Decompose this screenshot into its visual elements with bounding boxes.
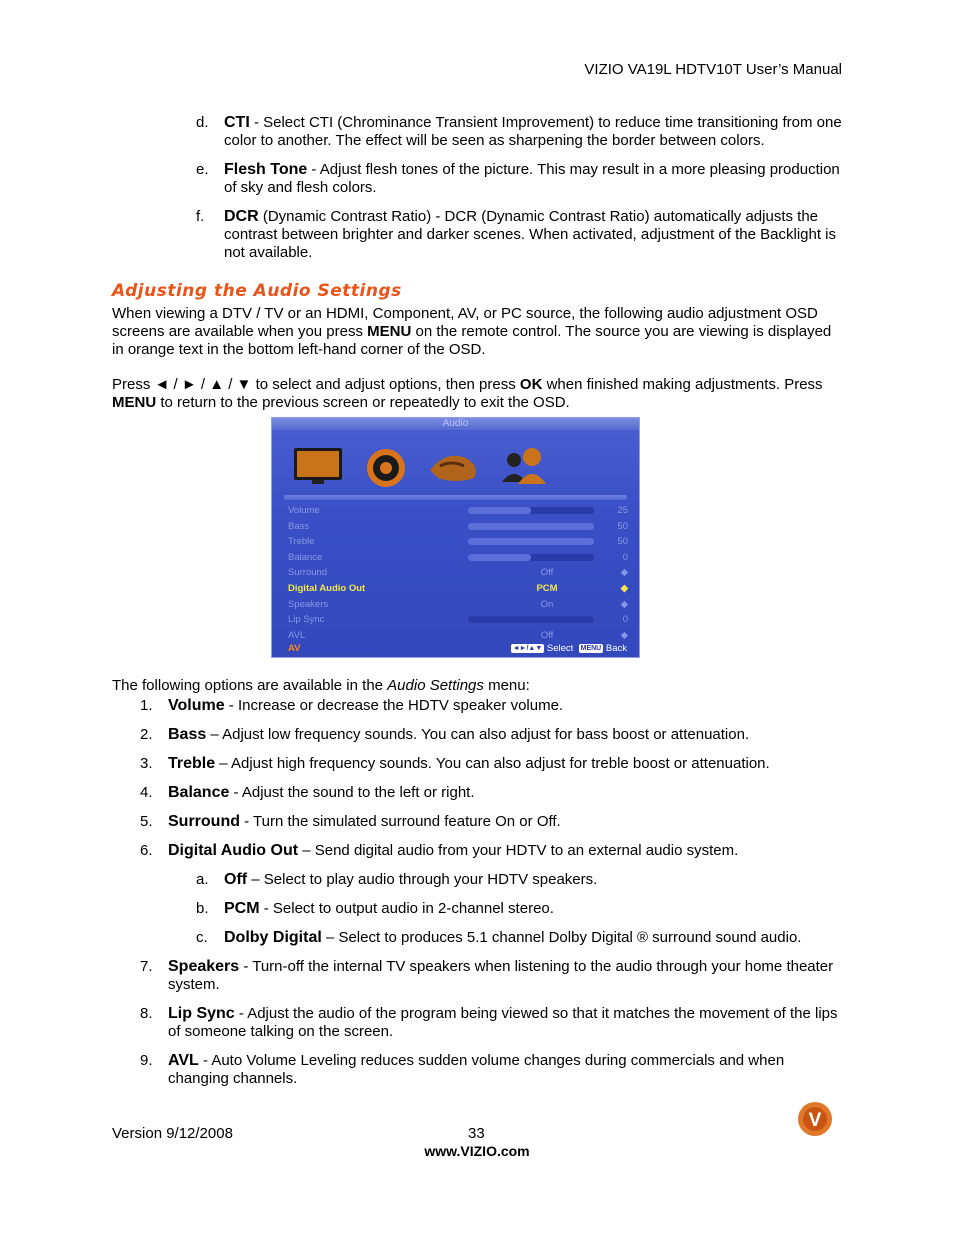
osd-row — [288, 565, 628, 580]
footer-version: Version 9/12/2008 — [112, 1125, 233, 1142]
list-term: Speakers — [168, 958, 240, 975]
list-item — [196, 929, 846, 947]
list-item — [140, 755, 846, 773]
list-marker: b. — [196, 900, 209, 917]
list-item-dcr — [196, 208, 846, 262]
osd-level-bar — [468, 616, 594, 623]
osd-row-label: AVL — [288, 629, 306, 641]
list-term: Digital Audio Out — [168, 842, 299, 859]
item-description: - Adjust the audio of the program being viewed so that it matches the movement of the lips of someone talking on the screen. — [168, 1005, 838, 1040]
list-item — [140, 726, 846, 744]
osd-row-number: 50 — [617, 536, 628, 548]
tv-icon — [290, 444, 346, 488]
osd-row-label: Lip Sync — [288, 614, 325, 626]
list-term: Treble — [168, 755, 216, 772]
list-term: Surround — [168, 813, 240, 830]
osd-level-bar — [468, 538, 594, 545]
osd-row-value: Off — [540, 567, 554, 579]
list-item — [140, 784, 846, 802]
page-number: 33 — [468, 1125, 485, 1142]
list-term: Volume — [168, 697, 225, 714]
osd-level-bar — [468, 507, 594, 514]
osd-row-label: Treble — [288, 536, 315, 548]
list-term: Balance — [168, 784, 230, 801]
list-term: Bass — [168, 726, 207, 743]
list-item — [140, 958, 846, 994]
osd-level-fill — [468, 523, 594, 530]
list-term: Dolby Digital — [224, 929, 322, 946]
list-marker: 9. — [140, 1052, 153, 1069]
osd-row — [288, 534, 628, 549]
item-description: - Increase or decrease the HDTV speaker volume. — [224, 697, 564, 714]
footer-url: www.VIZIO.com — [424, 1143, 530, 1159]
item-description: – Adjust high frequency sounds. You can also adjust for treble boost or attenuation. — [215, 755, 770, 772]
item-description: - Turn-off the internal TV speakers when listening to the audio through your home theater system. — [168, 958, 834, 993]
osd-level-fill — [468, 538, 594, 545]
list-item-cti — [196, 114, 846, 150]
intro-paragraph-2: Press ◄ / ► / ▲ / ▼ to select and adjust options, then press OK when finished making adjustments. Press MENU to return to the previous screen or repeatedly to exit the OSD. — [112, 376, 823, 411]
item-description: - Turn the simulated surround feature On or Off. — [240, 813, 561, 830]
osd-row-label: Speakers — [288, 598, 329, 610]
list-marker: e. — [196, 161, 209, 178]
svg-text:V: V — [808, 1110, 822, 1131]
osd-level-fill — [468, 507, 531, 514]
osd-title: Audio — [272, 418, 639, 430]
osd-row-number: ◆ — [620, 598, 628, 610]
list-marker: 5. — [140, 813, 153, 830]
item-description: - Adjust flesh tones of the picture. This may result in a more pleasing production of sky and flesh colors. — [224, 161, 840, 196]
item-description: – Adjust low frequency sounds. You can also adjust for bass boost or attenuation. — [206, 726, 750, 743]
osd-row-label: Surround — [288, 567, 328, 579]
list-marker: a. — [196, 871, 209, 888]
osd-row-label: Digital Audio Out — [288, 583, 366, 594]
list-marker: 6. — [140, 842, 153, 859]
list-item — [140, 1052, 846, 1088]
osd-level-bar — [468, 554, 594, 561]
osd-row-value: Off — [540, 629, 554, 641]
osd-row-value: PCM — [536, 583, 558, 594]
item-description: (Dynamic Contrast Ratio) - DCR (Dynamic Contrast Ratio) automatically adjusts the contrast between brighter and darker scenes. When activated, adjustment of the Backlight is not available. — [224, 208, 836, 261]
item-description: – Select to play audio through your HDTV speakers. — [247, 871, 598, 888]
item-description: - Auto Volume Leveling reduces sudden volume changes during commercials and when changing channels. — [168, 1052, 785, 1087]
list-marker: c. — [196, 929, 208, 946]
osd-row-number: 50 — [617, 520, 628, 532]
osd-row-number: ◆ — [620, 583, 628, 594]
list-marker: 2. — [140, 726, 153, 743]
list-marker: 8. — [140, 1005, 153, 1022]
osd-row-number: 0 — [622, 614, 628, 626]
osd-row — [288, 597, 628, 612]
list-item — [140, 842, 846, 860]
item-description: – Select to produces 5.1 channel Dolby Digital ® surround sound audio. — [321, 929, 802, 946]
osd-row — [288, 550, 628, 565]
list-term: Lip Sync — [168, 1005, 235, 1022]
list-marker: 3. — [140, 755, 153, 772]
osd-separator — [284, 495, 627, 500]
osd-level-fill — [468, 554, 531, 561]
term-cti: CTI — [224, 114, 250, 131]
osd-source-label: AV — [288, 643, 301, 654]
osd-row-label: Balance — [288, 551, 323, 563]
users-icon — [494, 444, 550, 488]
list-term: Off — [224, 871, 248, 888]
list-term: AVL — [168, 1052, 199, 1069]
osd-row-number: 0 — [622, 551, 628, 563]
osd-hint — [511, 641, 627, 657]
item-description: - Select to output audio in 2-channel stereo. — [259, 900, 554, 917]
osd-row-label: Volume — [288, 505, 320, 516]
item-description: - Adjust the sound to the left or right. — [229, 784, 475, 801]
audio-speaker-icon — [358, 444, 414, 488]
osd-row-value: On — [540, 598, 554, 610]
list-term: PCM — [224, 900, 260, 917]
osd-row-number: ◆ — [620, 567, 628, 579]
list-item — [196, 871, 846, 889]
osd-footer — [272, 641, 639, 657]
intro-paragraph-1: When viewing a DTV / TV or an HDMI, Component, AV, or PC source, the following audio adjustment OSD screens are available when you press MENU on the remote control. The source you are viewing is displayed in orange text in the bottom left-hand corner of the OSD. — [112, 305, 832, 358]
list-item — [140, 813, 846, 831]
section-heading: Adjusting the Audio Settings — [112, 281, 402, 301]
osd-level-bar — [468, 523, 594, 530]
list-marker: f. — [196, 208, 205, 225]
list-marker: d. — [196, 114, 209, 131]
options-intro: The following options are available in the Audio Settings menu: — [112, 677, 530, 694]
osd-row-number: 25 — [617, 505, 628, 516]
item-description: - Select CTI (Chrominance Transient Improvement) to reduce time transitioning from one color to another. The effect will be seen as sharpening the border between colors. — [224, 114, 842, 149]
osd-row — [288, 612, 628, 627]
list-marker: 1. — [140, 697, 153, 714]
list-item-flesh-tone — [196, 161, 846, 197]
osd-row — [288, 503, 628, 518]
term-flesh-tone: Flesh Tone — [224, 161, 308, 178]
select-key-icon: ◄►/▲▼ — [512, 644, 543, 652]
list-item — [140, 697, 846, 715]
menu-key-icon: MENU — [580, 644, 602, 652]
osd-back-label: Back — [605, 643, 627, 654]
term-dcr: DCR — [224, 208, 259, 225]
osd-row-number: ◆ — [620, 629, 628, 641]
page-header-title: VIZIO VA19L HDTV10T User’s Manual — [584, 61, 842, 78]
item-description: – Send digital audio from your HDTV to an external audio system. — [298, 842, 739, 859]
osd-row-label: Bass — [288, 520, 310, 532]
audio-osd-screenshot — [271, 417, 640, 658]
osd-row — [288, 581, 628, 596]
vizio-logo — [797, 1101, 833, 1137]
list-item — [140, 1005, 846, 1041]
list-marker: 7. — [140, 958, 153, 975]
list-item — [196, 900, 846, 918]
osd-select-label: Select — [546, 643, 574, 654]
list-marker: 4. — [140, 784, 153, 801]
osd-row — [288, 519, 628, 534]
settings-hand-icon — [426, 444, 482, 488]
